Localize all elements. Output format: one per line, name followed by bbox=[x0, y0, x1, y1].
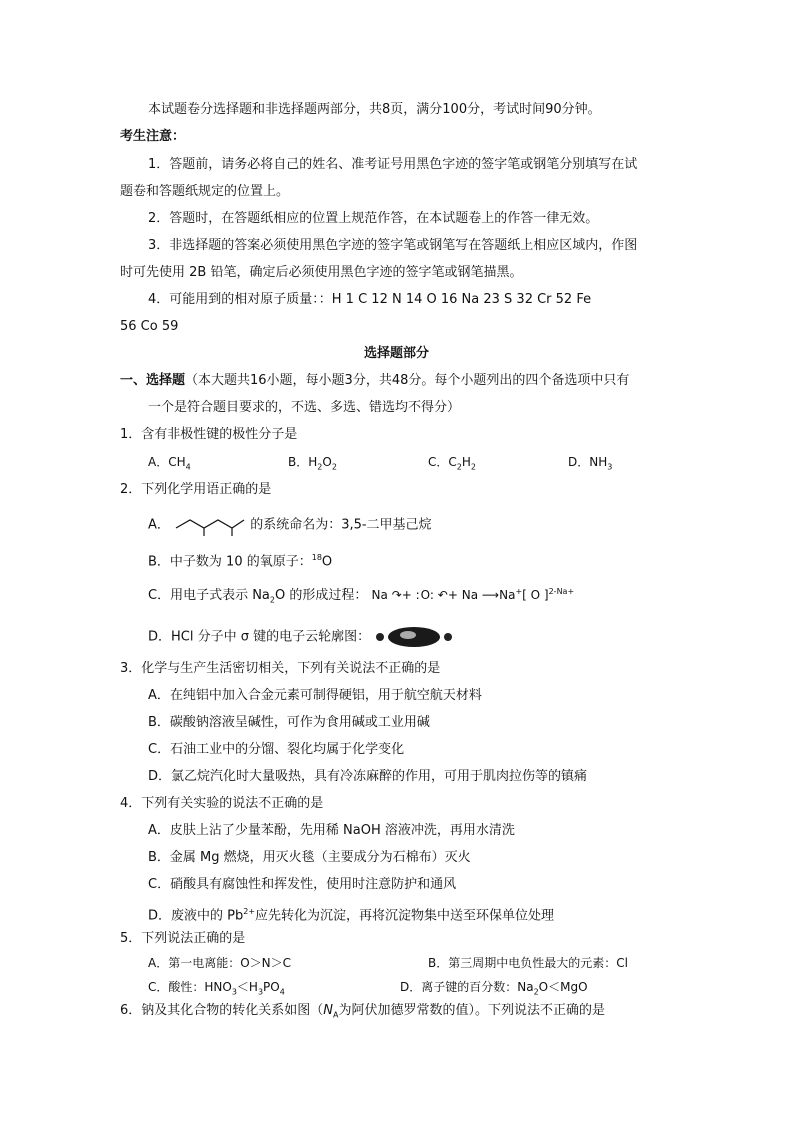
q3-stem: 3．化学与生产生活密切相关，下列有关说法不正确的是 bbox=[120, 661, 441, 676]
curved-arrow-icon: ↶+ bbox=[437, 588, 458, 602]
q4-stem: 4．下列有关实验的说法不正确的是 bbox=[120, 796, 324, 811]
q1-option-a: A．$CH_4$ bbox=[148, 455, 191, 472]
q2-option-b: B．中子数为 10 的氧原子：$^{18}$O bbox=[148, 553, 333, 570]
q4-option-d: D．废液中的 $Pb^{2+}$应先转化为沉淀，再将沉淀物集中送至环保单位处理 bbox=[148, 907, 555, 924]
q3-option-b: B．碳酸钠溶液呈碱性，可作为食用碱或工业用碱 bbox=[148, 715, 430, 730]
skeletal-formula-icon bbox=[174, 514, 246, 536]
section-title: 选择题部分 bbox=[364, 346, 430, 361]
q2-option-a: A． 的系统命名为：3,5-二甲基己烷 bbox=[148, 514, 432, 536]
notice-3b: 时可先使用 2B 铅笔，确定后必须使用黑色字迹的签字笔或钢笔描黑。 bbox=[120, 265, 523, 280]
notice-2: 2．答题时，在答题纸相应的位置上规范作答，在本试题卷上的作答一律无效。 bbox=[148, 211, 599, 226]
curved-arrow-icon: ↷+ bbox=[391, 588, 412, 602]
q5-option-d: D．离子键的百分数：$Na_2O<MgO$ bbox=[400, 980, 588, 997]
part1-label: 一、选择题 bbox=[120, 373, 186, 388]
q1-option-c: C．$C_2H_2$ bbox=[428, 455, 476, 472]
intro-text: 本试题卷分选择题和非选择题两部分，共8页，满分100分，考试时间90分钟。 bbox=[148, 102, 601, 117]
electron-cloud-icon bbox=[374, 625, 454, 649]
notice-3a: 3．非选择题的答案必须使用黑色字迹的签字笔或钢笔写在答题纸上相应区域内，作图 bbox=[148, 238, 638, 253]
q2-stem: 2．下列化学用语正确的是 bbox=[120, 482, 272, 497]
q5-option-c: C．酸性：$HNO_3<H_3PO_4$ bbox=[148, 980, 285, 997]
notice-title: 考生注意： bbox=[120, 129, 186, 144]
q1-option-d: D．$NH_3$ bbox=[568, 455, 613, 472]
q2-option-c: C．用电子式表示 $Na_2O$ 的形成过程： Na ↷+ :O: ↶+ Na ⟶Na+[ O ]$^{2-Na+}$ bbox=[148, 587, 575, 605]
q1-stem: 1．含有非极性键的极性分子是 bbox=[120, 427, 298, 442]
arrow-icon: ⟶ bbox=[481, 588, 500, 602]
q4-option-c: C．硝酸具有腐蚀性和挥发性，使用时注意防护和通风 bbox=[148, 877, 457, 892]
q5-option-a: A．第一电离能：O＞N＞C bbox=[148, 956, 292, 970]
part1-header bbox=[120, 372, 629, 390]
q5-stem: 5．下列说法正确的是 bbox=[120, 931, 246, 946]
q2-option-d: D．HCl 分子中 σ 键的电子云轮廓图： bbox=[148, 625, 454, 649]
q5-option-b: B．第三周期中电负性最大的元素：Cl bbox=[428, 956, 628, 970]
q3-option-a: A．在纯铝中加入合金元素可制得硬铝，用于航空航天材料 bbox=[148, 688, 482, 703]
notice-1a: 1．答题前，请务必将自己的姓名、准考证号用黑色字迹的签字笔或钢笔分别填写在试 bbox=[148, 157, 638, 172]
notice-1b: 题卷和答题纸规定的位置上。 bbox=[120, 184, 290, 199]
part1-desc1: （本大题共16小题，每小题3分，共48分。每个小题列出的四个备选项中只有 bbox=[185, 373, 630, 388]
notice-4b: 56 Co 59 bbox=[120, 319, 179, 334]
notice-4a: 4．可能用到的相对原子质量：：H 1 C 12 N 14 O 16 Na 23 S 32 Cr 52 Fe bbox=[148, 292, 592, 307]
q4-option-a: A．皮肤上沾了少量苯酚，先用稀 NaOH 溶液冲洗，再用水清洗 bbox=[148, 823, 515, 838]
q6-stem: 6．钠及其化合物的转化关系如图（$N_A$为阿伏加德罗常数的值）。下列说法不正确的是 bbox=[120, 1003, 606, 1020]
q3-option-d: D．氯乙烷汽化时大量吸热，具有冷冻麻醉的作用，可用于肌肉拉伤等的镇痛 bbox=[148, 769, 588, 784]
q1-option-b: B．$H_2O_2$ bbox=[288, 455, 337, 472]
q3-option-c: C．石油工业中的分馏、裂化均属于化学变化 bbox=[148, 742, 405, 757]
part1-desc2: 一个是符合题目要求的，不选、多选、错选均不得分） bbox=[148, 400, 461, 415]
q4-option-b: B．金属 Mg 燃烧，用灭火毯（主要成分为石棉布）灭火 bbox=[148, 850, 471, 865]
